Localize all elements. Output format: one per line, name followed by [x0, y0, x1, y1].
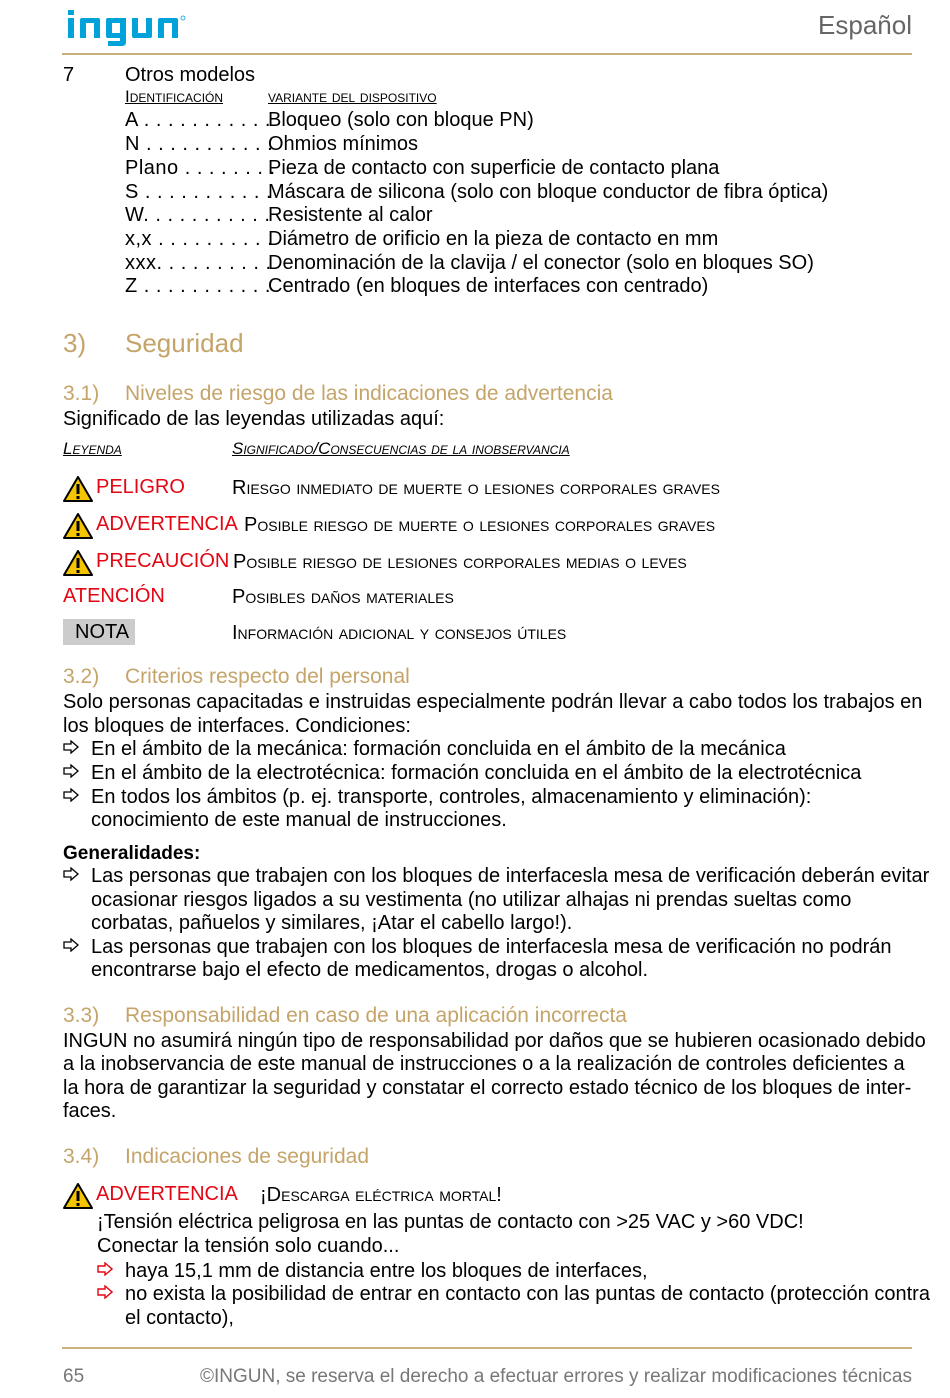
warning-line: ¡Tensión eléctrica peligrosa en las puntas de contacto con >25 VAC y >60 VDC!: [97, 1211, 804, 1233]
list-item: no exista la posibilidad de entrar en contacto con las puntas de contacto (protección contra: [125, 1283, 930, 1305]
list-item: Las personas que trabajen con los bloques de interfacesla mesa de verificación no podrán: [91, 936, 892, 958]
legend-col1-header: Leyenda: [63, 439, 122, 458]
variant-key: S . . . . . . . . . . .: [125, 181, 273, 203]
variant-key: Z . . . . . . . . . . .: [125, 275, 271, 297]
language-label: Español: [818, 10, 912, 40]
list-item-continuation: corbatas, pañuelos y similares, ¡Atar el cabello largo!).: [91, 912, 573, 934]
header-rule: [62, 53, 912, 55]
variant-value: Bloqueo (solo con bloque PN): [268, 109, 534, 131]
level-meaning: Riesgo inmediato de muerte o lesiones corporales graves: [232, 477, 720, 499]
variant-value: Diámetro de orificio en la pieza de contacto en mm: [268, 228, 719, 250]
level-label-advertencia: ADVERTENCIA: [96, 513, 238, 535]
level-meaning: Posibles daños materiales: [232, 586, 454, 608]
list-item: Las personas que trabajen con los bloques de interfacesla mesa de verificación deberán evitar: [91, 865, 930, 887]
section-7-col2-header: variante del dispositivo: [268, 87, 437, 106]
page-number: 65: [63, 1366, 85, 1387]
paragraph-line: a la inobservancia de este manual de instrucciones o a la realización de controles deficientes a: [63, 1053, 905, 1075]
variant-value: Resistente al calor: [268, 204, 433, 226]
list-item-continuation: conocimiento de este manual de instrucciones.: [91, 809, 507, 831]
level-label-nota: NOTA: [75, 621, 130, 643]
paragraph-line: los bloques de interfaces. Condiciones:: [63, 715, 411, 737]
warning-label: ADVERTENCIA: [96, 1183, 238, 1205]
section-3-1-number: 3.1): [63, 382, 100, 405]
section-3-2-number: 3.2): [63, 665, 100, 688]
paragraph-line: Solo personas capacitadas e instruidas especialmente podrán llevar a cabo todos los trabajos en: [63, 691, 923, 713]
arrow-bullet-icon: [63, 938, 79, 952]
level-meaning: Información adicional y consejos útiles: [232, 622, 567, 644]
warning-triangle-icon: [63, 1183, 93, 1209]
section-3-1-intro: Significado de las leyendas utilizadas aquí:: [63, 408, 445, 430]
list-item: En el ámbito de la electrotécnica: formación concluida en el ámbito de la electrotécnica: [91, 762, 862, 784]
ingun-logo: [66, 6, 226, 46]
section-3-1-title: Niveles de riesgo de las indicaciones de advertencia: [125, 382, 613, 405]
level-meaning: Posible riesgo de muerte o lesiones corporales graves: [244, 514, 716, 536]
arrow-bullet-icon: [97, 1285, 113, 1299]
warning-triangle-icon: [63, 476, 93, 502]
section-7-col1-header: Identificación: [125, 87, 224, 106]
variant-value: Ohmios mínimos: [268, 133, 419, 155]
section-3-4-number: 3.4): [63, 1145, 100, 1168]
variant-value: Máscara de silicona (solo con bloque conductor de fibra óptica): [268, 181, 829, 203]
variant-key: Plano . . . . . . . .: [125, 157, 276, 179]
footer-copyright: ©INGUN, se reserva el derecho a efectuar errores y realizar modificaciones técnicas: [199, 1366, 912, 1387]
footer-rule: [62, 1347, 912, 1349]
section-7-number: 7: [63, 64, 75, 86]
list-item-continuation: ocasionar riesgos ligados a su vestimenta (no utilizar alhajas ni prendas sueltas como: [91, 889, 852, 911]
list-item: haya 15,1 mm de distancia entre los bloques de interfaces,: [125, 1260, 648, 1282]
warning-title: ¡Descarga eléctrica mortal!: [260, 1184, 502, 1206]
section-3-2-title: Criterios respecto del personal: [125, 665, 410, 688]
arrow-bullet-icon: [63, 867, 79, 881]
level-meaning: Posible riesgo de lesiones corporales medias o leves: [233, 551, 687, 573]
section-3-3-number: 3.3): [63, 1004, 100, 1027]
variant-value: Pieza de contacto con superficie de contacto plana: [268, 157, 720, 179]
legend-col2-header: Significado/Consecuencias de la inobservancia: [232, 439, 570, 458]
section-3-4-title: Indicaciones de seguridad: [125, 1145, 370, 1168]
arrow-bullet-icon: [63, 764, 79, 778]
level-label-precaucion: PRECAUCIÓN: [96, 550, 230, 572]
paragraph-line: faces.: [63, 1100, 117, 1122]
variant-key: W. . . . . . . . . . .: [125, 204, 271, 226]
list-item-continuation: el contacto),: [125, 1307, 234, 1329]
list-item: En el ámbito de la mecánica: formación concluida en el ámbito de la mecánica: [91, 738, 786, 760]
arrow-bullet-icon: [63, 740, 79, 754]
warning-triangle-icon: [63, 513, 93, 539]
list-item-continuation: encontrarse bajo el efecto de medicamentos, drogas o alcohol.: [91, 959, 649, 981]
warning-line: Conectar la tensión solo cuando...: [97, 1235, 400, 1257]
general-title: Generalidades:: [63, 843, 201, 864]
list-item: En todos los ámbitos (p. ej. transporte, controles, almacenamiento y eliminación):: [91, 786, 812, 808]
variant-key: xxx. . . . . . . . . .: [125, 252, 272, 274]
level-label-atencion: ATENCIÓN: [63, 585, 165, 607]
arrow-bullet-icon: [63, 788, 79, 802]
variant-key: A . . . . . . . . . . .: [125, 109, 271, 131]
variant-value: Centrado (en bloques de interfaces con centrado): [268, 275, 709, 297]
section-7-title: Otros modelos: [125, 64, 256, 86]
section-3-number: 3): [63, 328, 87, 358]
warning-triangle-icon: [63, 550, 93, 576]
section-3-title: Seguridad: [125, 328, 244, 358]
variant-value: Denominación de la clavija / el conector (solo en bloques SO): [268, 252, 814, 274]
arrow-bullet-icon: [97, 1262, 113, 1276]
variant-key: x,x . . . . . . . . . .: [125, 228, 274, 250]
level-label-peligro: PELIGRO: [96, 476, 185, 498]
paragraph-line: INGUN no asumirá ningún tipo de responsabilidad por daños que se hubieren ocasionado debido: [63, 1030, 926, 1052]
section-3-3-title: Responsabilidad en caso de una aplicación incorrecta: [125, 1004, 627, 1027]
variant-key: N . . . . . . . . . . .: [125, 133, 274, 155]
paragraph-line: la hora de garantizar la seguridad y constatar el correcto estado técnico de los bloques de inter-: [63, 1077, 912, 1099]
